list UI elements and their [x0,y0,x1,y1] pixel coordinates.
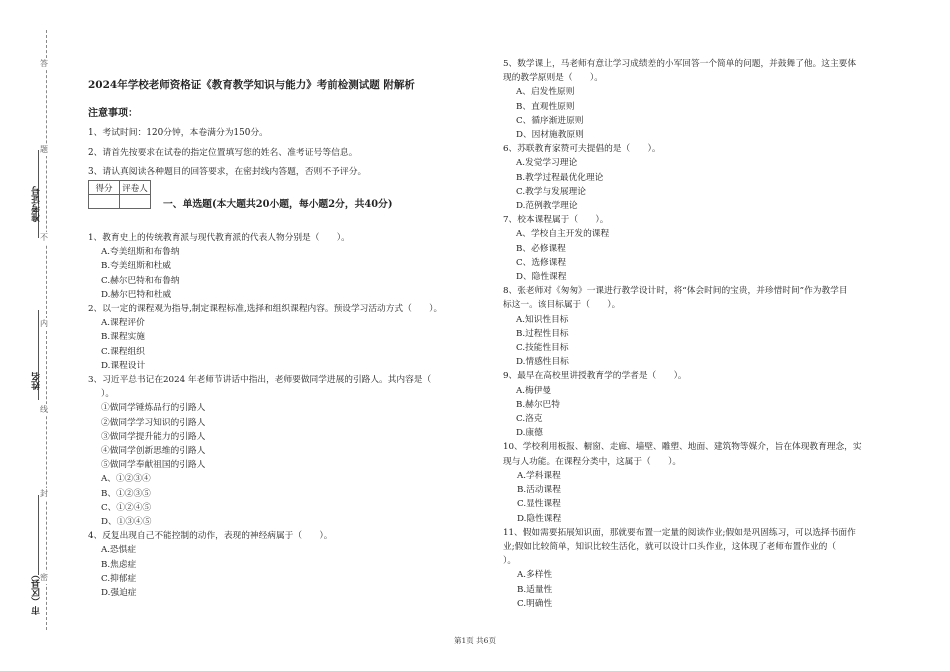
question-text: 10、学校利用板报、橱窗、走廊、墙壁、雕塑、地面、建筑物等媒介，旨在体现教育理念，实 [503,442,862,453]
question-text: 7、校本课程属于（ ）。 [503,215,609,226]
question-option: C.洛克 [516,414,543,425]
question-option: C、选修课程 [516,257,567,268]
section-heading: 一、单选题(本大题共20小题，每小题2分，共40分) [163,199,393,210]
question-option: C.技能性目标 [516,343,569,354]
question-item [503,526,908,611]
question-option: D.赫尔巴特和杜威 [101,289,172,300]
question-option: ②做同学学习知识的引路人 [101,417,206,428]
question-option: A、学校自主开发的课程 [516,229,610,240]
margin-word: 答 [40,59,48,68]
question-option: D、因材施教原则 [516,130,584,141]
grader-label: 评卷人 [120,181,151,195]
question-option: ⑤做同学奉献祖国的引路人 [101,460,206,471]
question-option: B.课程实施 [101,332,145,343]
question-item [503,369,908,440]
question-option: D.隐性课程 [517,513,562,524]
score-box [88,180,151,209]
question-text: 9、最早在高校里讲授教育学的学者是（ ）。 [503,371,687,382]
question-option: A.学科课程 [517,470,561,481]
question-option: B.赫尔巴特 [516,399,560,410]
question-text: 2、以一定的课程观为指导,制定课程标准,选择和组织课程内容。预设学习活动方式（ ）。 [88,304,443,315]
page-title: 2024年学校老师资格证《教育教学知识与能力》考前检测试题 附解析 [88,79,415,91]
question-option: C.显性课程 [517,499,561,510]
question-item [503,213,908,284]
question-text: 11、假如需要拓展知识面，那就要布置一定量的阅读作业;假如是巩固练习，可以选择书面作 [503,527,856,538]
question-text: 8、张老师对《匆匆》一课进行教学设计时，将“体会时间的宝贵，并珍惜时间”作为教学目 [503,286,848,297]
binding-dashed-line [46,30,47,630]
question-option: B.夸美纽斯和杜威 [101,261,171,272]
margin-word: 内 [40,319,48,328]
question-option: A.恐惧症 [101,545,137,556]
question-option: C.抑郁症 [101,573,137,584]
question-text-continued: 标这一。该目标属于（ ）。 [503,300,621,311]
question-option: A.知识性目标 [516,314,569,325]
name-label: 姓名 [32,372,42,390]
question-option: D.情感性目标 [516,357,569,368]
exam-no-label: 准考证号 [32,186,42,222]
notice-item: 2、请首先按要求在试卷的指定位置填写您的姓名、准考证号等信息。 [88,148,358,158]
grader-cell [120,195,151,209]
question-option: B、直观性原则 [516,101,575,112]
question-text: 6、苏联教育家赞可夫提倡的是（ ）。 [503,144,661,155]
question-text-continued: 现的教学原则是（ ）。 [503,73,603,84]
question-option: B、必修课程 [516,243,566,254]
score-label: 得分 [89,181,120,195]
margin-word: 封 [40,489,48,498]
question-item [503,142,908,213]
question-item [88,302,488,373]
question-item [503,440,908,525]
question-option: ③做同学提升能力的引路人 [101,431,206,442]
question-option: B、①②③⑤ [101,488,151,499]
question-option: B.焦虑症 [101,559,137,570]
question-option: C.课程组织 [101,346,145,357]
right-question-column [503,57,908,611]
question-text-continued: 现与人功能。在课程分类中，这属于（ ）。 [503,456,682,467]
question-option: A、启发性原则 [516,87,575,98]
notice-item: 3、请认真阅读各种题目的回答要求，在密封线内答题，否则不予评分。 [88,167,367,177]
question-option: B.教学过程最优化理论 [516,172,604,183]
question-option: A.发觉学习理论 [516,158,578,169]
question-text-continued: ）。 [101,389,115,400]
district-label: 市（区县） [32,570,42,615]
question-option: C、循序渐进原则 [516,115,584,126]
question-option: A.多样性 [517,570,553,581]
question-item [88,373,488,529]
question-option: ①做同学锤炼品行的引路人 [101,403,206,414]
question-option: B.活动课程 [517,485,561,496]
question-option: C、①②④⑤ [101,502,152,513]
district-underline [38,495,39,575]
question-item [503,57,908,142]
question-option: D.康德 [516,428,543,439]
question-option: B.过程性目标 [516,328,569,339]
question-text-continued: ）。 [503,556,517,567]
question-item [88,529,488,600]
question-option: D.强迫症 [101,588,137,599]
page-number: 第1页 共6页 [454,636,496,645]
margin-word: 不 [40,233,48,242]
question-option: D.范例教学理论 [516,201,578,212]
question-text: 4、反复出现自己不能控制的动作，表现的神经病属于（ ）。 [88,531,333,542]
question-option: A.夸美纽斯和布鲁纳 [101,247,180,258]
margin-word: 题 [40,145,48,154]
question-option: ④做同学创新思维的引路人 [101,446,206,457]
notice-item: 1、考试时间：120分钟，本卷满分为150分。 [88,128,268,138]
question-option: C.教学与发展理论 [516,186,586,197]
question-option: C.赫尔巴特和布鲁纳 [101,275,180,286]
left-question-column [88,231,488,600]
question-text: 3、习近平总书记在2024 年老师节讲话中指出，老师要做同学进展的引路人。其内容是（ [88,375,432,386]
question-text: 5、数学课上，马老师有意让学习成绩差的小军回答一个简单的问题，并鼓舞了他。这主要体 [503,59,857,69]
question-option: B.适量性 [517,584,553,595]
question-text-continued: 业;假如比较简单，知识比较生活化，就可以设计口头作业，这体现了老师布置作业的（ [503,541,837,552]
question-option: D、①③④⑤ [101,517,152,528]
question-option: D、隐性课程 [516,272,567,283]
margin-word: 线 [40,405,48,414]
margin-word: 密 [40,573,48,582]
question-text: 1、教育史上的传统教育派与现代教育派的代表人物分别是（ ）。 [88,233,350,243]
notice-title: 注意事项： [88,108,138,119]
question-option: A.课程评价 [101,318,145,329]
question-item [88,231,488,302]
question-option: A.梅伊曼 [516,385,552,396]
score-cell [89,195,120,209]
question-option: C.明确性 [517,598,553,609]
question-item [503,284,908,369]
question-option: A、①②③④ [101,474,151,485]
question-option: D.课程设计 [101,360,146,371]
